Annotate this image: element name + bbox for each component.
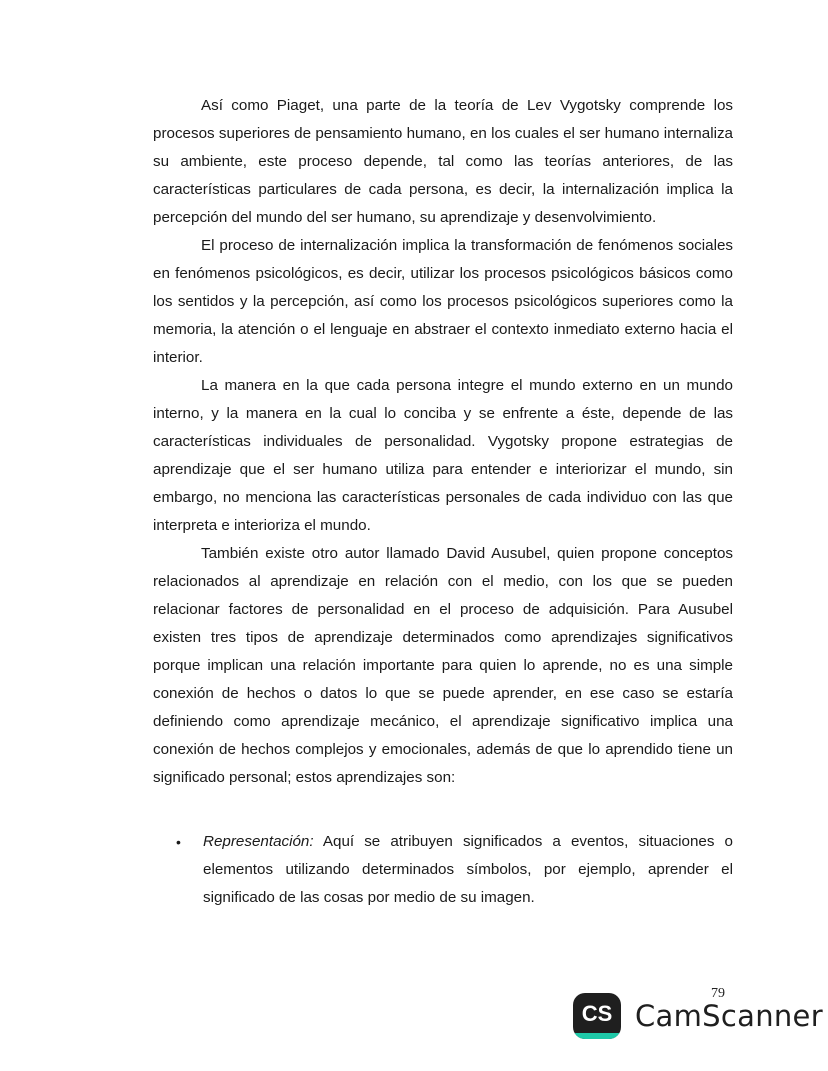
page-number: 79	[711, 986, 725, 1001]
camscanner-watermark	[573, 993, 823, 1039]
camscanner-brand-text: CamScanner	[635, 999, 823, 1033]
bullet-dot-icon: •	[176, 834, 181, 850]
paragraph-1: Así como Piaget, una parte de la teoría de Lev Vygotsky comprende los procesos superiores de pensamiento humano, en los cuales el ser humano internaliza su ambiente, este proceso depende, tal como las teorías anteriores, de las características particulares de cada persona, es decir, la internalización implica la percepción del mundo del ser humano, su aprendizaje y desenvolvimiento.	[153, 97, 733, 226]
bullet-text: Aquí se atribuyen significados a eventos, situaciones o elementos utilizando determinados símbolos, por ejemplo, aprender el significado de las cosas por medio de su imagen.	[203, 833, 733, 906]
paragraph-4: También existe otro autor llamado David Ausubel, quien propone conceptos relacionados al aprendizaje en relación con el medio, con los que se pueden relacionar factores de personalidad en el proceso de adquisición. Para Ausubel existen tres tipos de aprendizaje determinados como aprendizajes significativos porque implican una relación importante para quien lo aprende, no es una simple conexión de hechos o datos lo que se puede aprender, en ese caso se estaría definiendo como aprendizaje mecánico, el aprendizaje significativo implica una conexión de hechos complejos y emocionales, además de que lo aprendido tiene un significado personal; estos aprendizajes son:	[153, 545, 733, 786]
body-text	[153, 92, 733, 912]
bullet-term: Representación:	[203, 833, 314, 850]
bullet-list	[153, 828, 733, 912]
camscanner-logo-accent	[573, 1033, 621, 1039]
bullet-item-representacion	[153, 828, 733, 912]
paragraph-2: El proceso de internalización implica la transformación de fenómenos sociales en fenómenos psicológicos, es decir, utilizar los procesos psicológicos básicos como los sentidos y la percepción, así como los procesos psicológicos superiores como la memoria, la atención o el lenguaje en abstraer el contexto inmediato externo hacia el interior.	[153, 237, 733, 366]
camscanner-logo-icon	[573, 993, 621, 1039]
paragraph-3: La manera en la que cada persona integre el mundo externo en un mundo interno, y la manera en la cual lo conciba y se enfrente a éste, depende de las características individuales de personalidad. Vygotsky propone estrategias de aprendizaje que el ser humano utiliza para entender e interiorizar el mundo, sin embargo, no menciona las características personales de cada individuo con las que interpreta e interioriza el mundo.	[153, 377, 733, 534]
camscanner-logo-text: CS	[581, 1001, 613, 1026]
